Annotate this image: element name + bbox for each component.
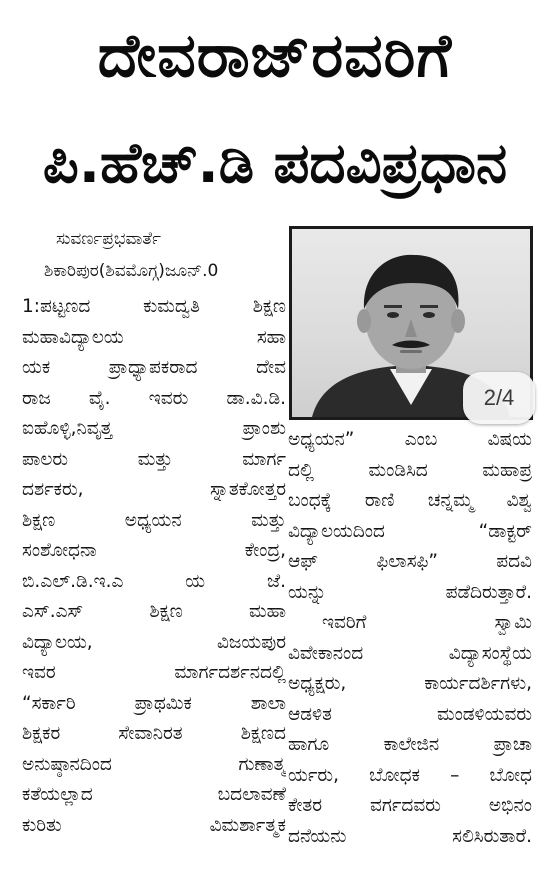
article-line: ಮಹಾವಿದ್ಯಾಲಯ ಸಹಾ — [22, 326, 286, 348]
headline-line-1: ದೇವರಾಜ್‌ರವರಿಗೆ — [97, 21, 453, 91]
article-line: ಐಹೊಳ್ಳಿ,ನಿವೃತ್ತ ಪ್ರಾಂಶು — [22, 418, 286, 439]
article-line: ಸಂಶೋಧನಾ ಕೇಂದ್ರ, — [22, 540, 286, 561]
article-line: “ಸರ್ಕಾರಿ ಪ್ರಾಥಮಿಕ ಶಾಲಾ — [22, 692, 286, 714]
article-line: ಬಿ.ಎಲ್.ಡಿ.ಇ.ಎ ಯ ಜೆ. — [22, 570, 286, 592]
article-line: ವಿದ್ಯಾಲಯ, ವಿಜಯಪುರ — [22, 631, 286, 653]
article-line: ಕುರಿತು ವಿಮರ್ಶಾತ್ಮಕ — [22, 814, 286, 836]
article-line: ಶಿಕ್ಷಕರ ಸೇವಾನಿರತ ಶಿಕ್ಷಣದ — [22, 723, 286, 744]
article-line: 1:ಪಟ್ಟಣದ ಕುಮದ್ವತಿ ಶಿಕ್ಷಣ — [22, 296, 286, 317]
article-line: ಪಾಲರು ಮತ್ತು ಮಾರ್ಗ — [22, 448, 286, 470]
article-column-right — [288, 425, 532, 852]
article-line: ಅಧ್ಯಯನ” ಎಂಬ ವಿಷಯ — [288, 429, 532, 450]
article-line: ಆಫ್ ಫಿಲಾಸಫಿ” ಪದವಿ — [288, 551, 532, 572]
byline: ಸುವರ್ಣಪ್ರಭವಾರ್ತೆ — [56, 229, 161, 249]
article-column-left — [22, 292, 286, 841]
article-line: ಹಾಗೂ ಕಾಲೇಜಿನ ಪ್ರಾಚಾ — [288, 734, 532, 755]
article-line: ದನೆಯನು ಸಲಿಸಿರುತಾರೆ. — [288, 825, 532, 847]
headline-line-2: ಪಿ.ಹೆಚ್.ಡಿ ಪದವಿಪ್ರಧಾನ — [42, 131, 508, 196]
article-line: ಕತೆಯಲ್ಲಾದ ಬದಲಾವಣೆ — [22, 784, 286, 805]
article-line: ಇವರ ಮಾರ್ಗದರ್ಶನದಲ್ಲಿ — [22, 662, 286, 683]
article-line: ಯಕ ಪ್ರಾಧ್ಯಾಪಕರಾದ ದೇವ — [22, 357, 286, 378]
article-line: ದಲ್ಲಿ ಮಂಡಿಸಿದ ಮಹಾಪ್ರ — [288, 459, 532, 481]
article-line: ಇವರಿಗೆ ಸ್ವಾಮಿ — [322, 612, 532, 633]
article-line: ವಿದ್ಯಾಲಯದಿಂದ “ಡಾಕ್ಟರ್ — [288, 520, 532, 542]
article-line: ರಾಜ ವೈ. ಇವರು ಡಾ.ವಿ.ಡಿ. — [22, 387, 286, 409]
article-line: ರ್ಯರು, ಬೋಧಕ – ಬೋಧ — [288, 764, 532, 786]
article-line: ಶಿಕ್ಷಣ ಅಧ್ಯಯನ ಮತ್ತು — [22, 509, 286, 531]
article-line: ಅಧ್ಯಕ್ಷರು, ಕಾರ್ಯದರ್ಶಿಗಳು, — [288, 673, 532, 694]
image-counter-badge[interactable]: 2/4 — [463, 372, 535, 424]
article-line: ಕೇತರ ವರ್ಗದವರು ಅಭಿನಂ — [288, 795, 532, 816]
article-line: ವಿವೇಕಾನಂದ ವಿದ್ಯಾಸಂಸ್ಥೆಯ — [288, 642, 532, 664]
article-line: ದರ್ಶಕರು, ಸ್ನಾತಕೋತ್ತರ — [22, 479, 286, 500]
article-line: ಎಸ್.ಎಸ್ ಶಿಕ್ಷಣ ಮಹಾ — [22, 601, 286, 622]
article-line: ಅನುಷ್ಠಾನದಿಂದ ಗುಣಾತ್ಮ — [22, 753, 286, 775]
dateline: ಶಿಕಾರಿಪುರ(ಶಿವಮೊಗ್ಗ)ಜೂನ್.0 — [44, 261, 219, 281]
article-line: ಆಡಳಿತ ಮಂಡಳಿಯವರು — [288, 703, 532, 725]
article-line: ಯನ್ನು ಪಡೆದಿರುತ್ತಾರೆ. — [288, 581, 532, 603]
article-line: ಬಂಧಕ್ಕೆ ರಾಣಿ ಚನ್ನಮ್ಮ ವಿಶ್ವ — [288, 490, 532, 511]
